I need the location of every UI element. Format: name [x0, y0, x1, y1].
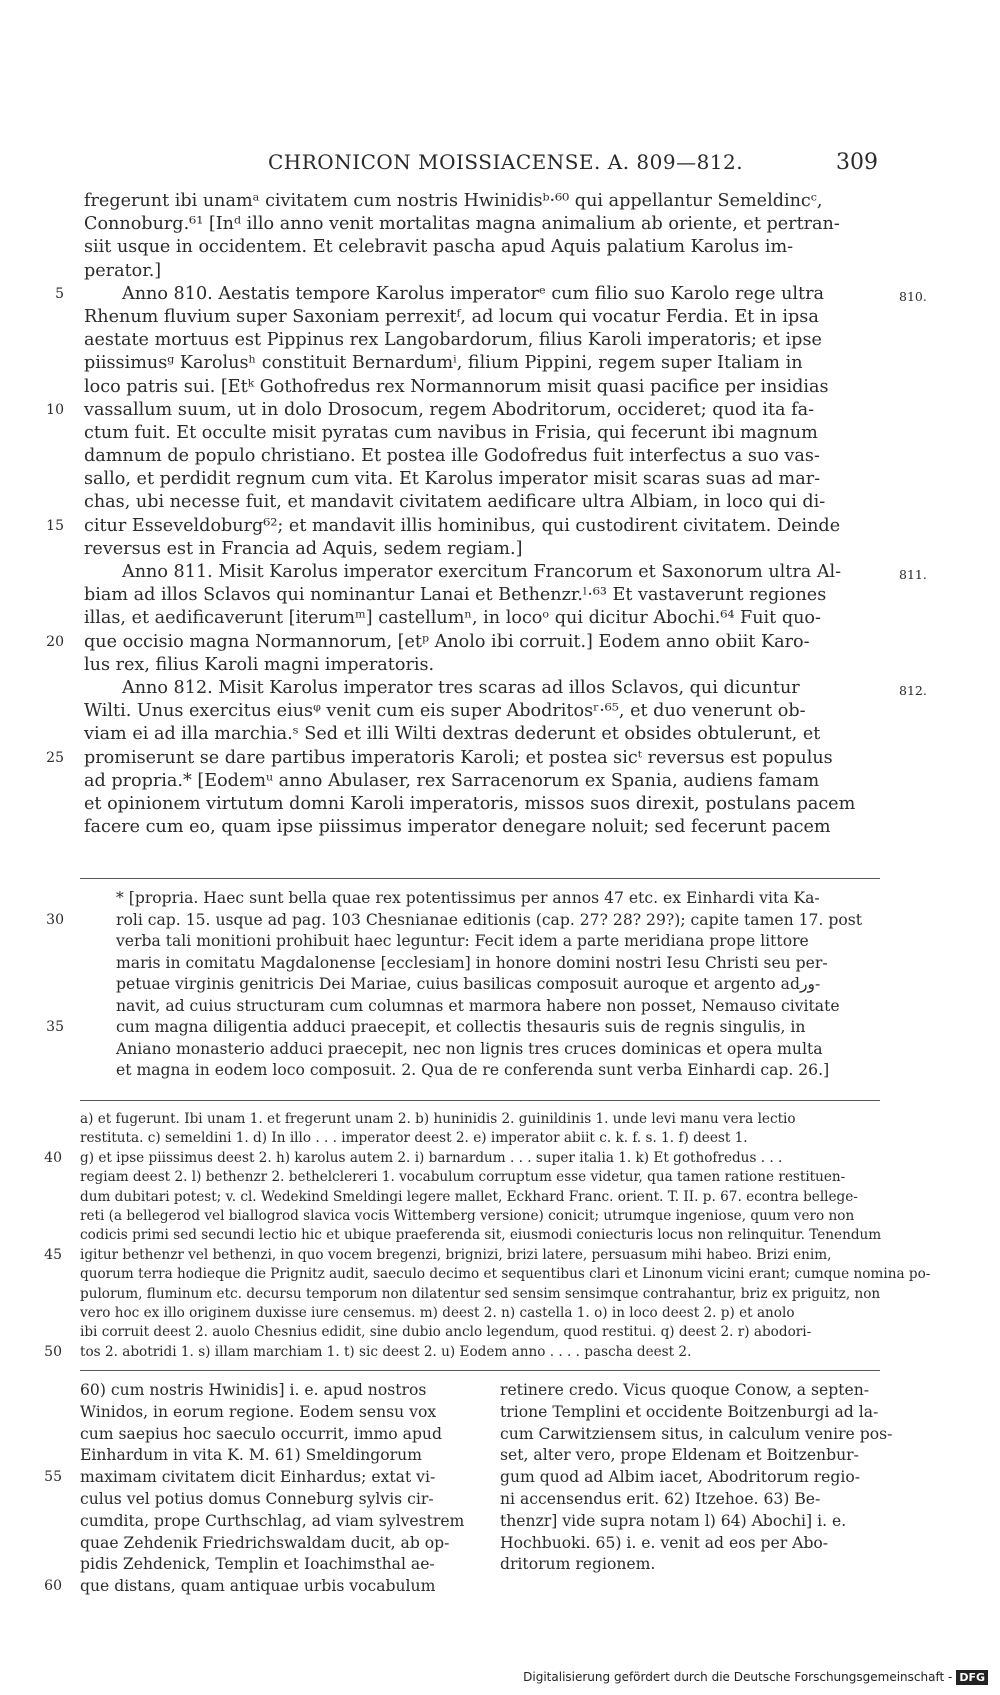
text-line — [84, 561, 927, 584]
line-text: quae Zehdenik Friedrichswaldam ducit, ab op- — [80, 1533, 450, 1552]
line-text: a) et fugerunt. Ibi unam 1. et fregerunt unam 2. b) huninidis 2. guinildinis 1. unde levi manu vera lectio — [80, 1111, 796, 1127]
text-line — [116, 931, 882, 953]
line-text: navit, ad cuius structuram cum columnas et marmora habere non posset, Nemauso civitate — [116, 996, 840, 1015]
page-header — [78, 150, 878, 180]
line-text: tos 2. abotridi 1. s) illam marchiam 1. t) sic deest 2. u) Eodem anno . . . . pascha deest 2. — [80, 1343, 692, 1360]
commentary-left-column — [44, 1380, 470, 1598]
year-margin-note: 812. — [899, 682, 927, 698]
text-line — [84, 260, 884, 283]
line-number: 35 — [46, 1019, 64, 1035]
line-number: 10 — [46, 401, 64, 418]
line-text: Winidos, in eorum regione. Eodem sensu vox — [80, 1402, 437, 1421]
line-text: damnum de populo christiano. Et postea ille Godofredus fuit interfectus a suo vas- — [84, 446, 820, 467]
text-line — [44, 1343, 880, 1362]
line-text: dum dubitari potest; v. cl. Wedekind Smeldingi legere mallet, Eckhard Franc. orient. T. II. p. 67. econtra bellege- — [80, 1188, 858, 1205]
text-line — [84, 236, 884, 259]
line-text: 60) cum nostris Hwinidis] i. e. apud nostros — [80, 1381, 427, 1399]
line-text: loco patris sui. [Etᵏ Gothofredus rex Normannorum misit quasi pacifice per insidias — [84, 376, 829, 397]
commentary-right-column — [500, 1380, 893, 1576]
divider — [80, 878, 880, 879]
text-line — [84, 306, 884, 329]
text-line — [116, 1039, 882, 1061]
line-text: fregerunt ibi unamᵃ civitatem cum nostris Hwinidisᵇ·⁶⁰ qui appellantur Semeldincᶜ, — [84, 191, 823, 211]
line-text: chas, ubi necesse fuit, et mandavit civitatem aedificare ultra Albiam, in loco qui di- — [84, 492, 826, 513]
text-line — [84, 491, 884, 514]
text-line — [84, 422, 884, 445]
line-number: 45 — [44, 1246, 62, 1263]
text-line — [80, 1188, 880, 1207]
line-text: Hochbuoki. 65) i. e. venit ad eos per Abo- — [500, 1533, 829, 1552]
line-text: codicis primi sed secundi lectio hic et ubique praeferenda sit, eiusmodi coniecturis locus non relinquitur. Tenendum — [80, 1227, 882, 1244]
text-line — [44, 1576, 470, 1598]
line-text: cum magna diligentia adduci praecepit, et collectis thesauris suis de regnis singulis, in — [116, 1018, 806, 1036]
line-text: culus vel potius domus Conneburg sylvis cir- — [80, 1489, 434, 1508]
line-text: g) et ipse piissimus deest 2. h) karolus autem 2. i) barnardum . . . super italia 1. k) Et gothofredus . . . — [80, 1149, 783, 1166]
text-line — [116, 888, 882, 910]
text-line — [500, 1554, 890, 1576]
line-text: citur Esseveldoburg⁶²; et mandavit illis hominibus, qui custodirent civitatem. Deinde — [84, 515, 841, 536]
line-text: trione Templini et occidente Boitzenburgi ad la- — [500, 1402, 879, 1421]
text-line — [84, 770, 884, 793]
line-text: cumdita, prope Curthschlag, ad viam sylvestrem — [80, 1511, 465, 1530]
line-text: sallo, et perdidit regnum cum vita. Et Karolus imperator misit scaras suas ad mar- — [84, 469, 821, 490]
text-line — [116, 1060, 882, 1082]
line-text: restituta. c) semeldini 1. d) In illo . . . imperator deest 2. e) imperator abiit c. k. f. s. 1. f) deest 1. — [80, 1130, 748, 1147]
text-line — [80, 1554, 470, 1576]
text-line — [46, 515, 884, 538]
line-number: 55 — [44, 1469, 62, 1486]
year-margin-note: 811. — [899, 567, 927, 582]
text-line — [80, 1380, 470, 1402]
line-text: roli cap. 15. usque ad pag. 103 Chesnianae editionis (cap. 27? 28? 29?); capite tamen 17. post — [116, 910, 862, 929]
text-line — [84, 723, 884, 746]
text-line — [46, 747, 884, 770]
line-text: vassallum suum, ut in dolo Drosocum, regem Abodritorum, occideret; quod ita fa- — [84, 399, 815, 420]
text-line — [116, 953, 882, 975]
line-text: Einhardum in vita K. M. 61) Smeldingorum — [80, 1446, 422, 1465]
text-line — [84, 329, 884, 352]
line-text: * [propria. Haec sunt bella quae rex potentissimus per annos 47 etc. ex Einhardi vita Ka- — [116, 889, 820, 907]
text-line — [84, 376, 884, 399]
text-line — [500, 1402, 890, 1424]
line-number: 30 — [46, 911, 64, 928]
line-text: gum quod ad Albim iacet, Abodritorum regio- — [500, 1468, 861, 1487]
text-line — [116, 974, 882, 996]
text-line — [84, 468, 884, 491]
line-text: viam ei ad illa marchia.ˢ Sed et illi Wilti dextras dederunt et obsides obtulerunt, et — [84, 724, 821, 745]
text-line — [84, 700, 884, 723]
line-text: Anno 810. Aestatis tempore Karolus imperatorᵉ cum filio suo Karolo rege ultra — [122, 283, 824, 304]
text-line — [46, 1017, 882, 1039]
text-line — [46, 399, 884, 422]
line-text: quorum terra hodieque die Prignitz audit, saeculo decimo et sequentibus clari et Linonum vicini erant; cumque nomina po- — [80, 1266, 931, 1283]
text-line — [84, 793, 884, 816]
text-line — [44, 1149, 880, 1168]
line-text: regiam deest 2. l) bethenzr 2. bethelclereri 1. vocabulum corruptum esse videtur, qua tamen ratione restituen- — [80, 1169, 846, 1186]
text-line — [500, 1424, 893, 1446]
line-text: siit usque in occidentem. Et celebravit pascha apud Aquis palatium Karolus im- — [84, 237, 794, 258]
line-text: maximam civitatem dicit Einhardus; extat vi- — [80, 1468, 436, 1487]
line-text: piissimusᵍ Karolusʰ constituit Bernardumⁱ, filium Pippini, regem super Italiam in — [84, 353, 803, 374]
text-line — [500, 1511, 890, 1533]
line-text: retinere credo. Vicus quoque Conow, a septen- — [500, 1381, 870, 1399]
text-line — [80, 1207, 880, 1226]
text-line — [55, 283, 927, 306]
line-text: ctum fuit. Et occulte misit pyratas cum navibus in Frisia, qui fecerunt ibi magnum — [84, 422, 818, 443]
text-line — [84, 607, 884, 630]
text-line — [44, 1246, 880, 1265]
line-text: igitur bethenzr vel bethenzi, in quo vocem bregenzi, brignizi, brizi latere, persuasum mihi habeo. Brizi enim, — [80, 1246, 832, 1263]
line-text: ni accensendus erit. 62) Itzehoe. 63) Be- — [500, 1489, 821, 1508]
text-line — [500, 1489, 890, 1511]
line-text: vero hoc ex illo originem duxisse iure censemus. m) deest 2. n) castella 1. o) in loco deest 2. p) et anolo — [80, 1304, 795, 1321]
line-text: pidis Zehdenick, Templin et Ioachimsthal ae- — [80, 1555, 435, 1574]
line-number: 60 — [44, 1578, 62, 1595]
line-text: illas, et aedificaverunt [iterumᵐ] castellumⁿ, in locoᵒ qui dicitur Abochi.⁶⁴ Fuit quo- — [84, 608, 821, 629]
line-text: pulorum, fluminum etc. decursu temporum non dilatentur sed sensim sensimque contrahantur, briz ex priguitz, non — [80, 1285, 881, 1302]
line-text: reversus est in Francia ad Aquis, sedem regiam.] — [84, 538, 523, 559]
line-text: verba tali monitioni prohibuit haec leguntur: Fecit idem a parte meridiana prope littore — [116, 932, 809, 950]
text-line — [84, 352, 884, 375]
line-number: 25 — [46, 749, 64, 766]
main-text — [46, 190, 927, 839]
line-text: promiserunt se dare partibus imperatoris Karoli; et postea sicᵗ reversus est populus — [84, 747, 833, 768]
text-line — [80, 1489, 470, 1511]
line-text: ibi corruit deest 2. auolo Chesnius edidit, sine dubio anclo legendum, quod restitui. q) deest 2. r) abodori- — [80, 1324, 812, 1341]
text-line — [46, 631, 884, 654]
line-text: Rhenum fluvium super Saxoniam perrexitᶠ, ad locum qui vocatur Ferdia. Et in ipsa — [84, 306, 819, 327]
line-text: biam ad illos Sclavos qui nominantur Lanai et Bethenzr.ˡ·⁶³ Et vastaverunt regiones — [84, 585, 827, 606]
line-text: et magna in eodem loco composuit. 2. Qua de re conferenda sunt verba Einhardi cap. 26.] — [116, 1061, 830, 1079]
text-line — [116, 996, 882, 1018]
line-text: Anno 812. Misit Karolus imperator tres scaras ad illos Sclavos, qui dicuntur — [122, 677, 800, 698]
line-number: 40 — [44, 1149, 62, 1166]
text-line — [80, 1533, 470, 1555]
text-line — [80, 1110, 880, 1129]
dfg-logo: DFG — [956, 1670, 988, 1685]
line-number: 15 — [46, 517, 64, 534]
critical-apparatus — [44, 1110, 931, 1362]
line-text: Anno 811. Misit Karolus imperator exercitum Francorum et Saxonorum ultra Al- — [122, 562, 842, 582]
divider — [80, 1100, 880, 1101]
line-number: 50 — [44, 1343, 62, 1360]
line-text: que distans, quam antiquae urbis vocabulum — [80, 1577, 436, 1596]
text-line — [80, 1129, 880, 1148]
line-text: Connoburg.⁶¹ [Inᵈ illo anno venit mortalitas magna animalium ab oriente, et pertran- — [84, 214, 840, 235]
line-text: cum Carwitziensem situs, in calculum venire pos- — [500, 1424, 893, 1443]
text-line — [84, 584, 884, 607]
line-text: reti (a bellegerod vel biallogrod slavica vocis Wittemberg versione) conicit; utrumque ingeniose, quum vero non — [80, 1207, 855, 1224]
text-line — [84, 816, 884, 839]
text-line — [80, 1511, 470, 1533]
line-text: aestate mortuus est Pippinus rex Langobardorum, filius Karoli imperatoris; et ipse — [84, 330, 822, 351]
line-text: set, alter vero, prope Eldenam et Boitzenbur- — [500, 1446, 859, 1465]
text-line — [44, 1467, 470, 1489]
text-line — [500, 1380, 890, 1402]
line-text: perator.] — [84, 260, 162, 281]
footer — [523, 1670, 988, 1685]
line-text: petuae virginis genitricis Dei Mariae, cuius basilicas composuit auroque et argento adور- — [116, 975, 821, 993]
text-line — [80, 1168, 880, 1187]
text-line — [84, 445, 884, 468]
line-number: 5 — [55, 285, 64, 302]
line-text: Wilti. Unus exercitus eiusᵠ venit cum eis super Abodritosʳ·⁶⁵, et duo venerunt ob- — [84, 701, 806, 722]
text-line — [46, 910, 882, 932]
line-text: ad propria.* [Eodemᵘ anno Abulaser, rex Sarracenorum ex Spania, audiens famam — [84, 770, 820, 791]
year-margin-note: 810. — [899, 288, 927, 304]
line-number: 20 — [46, 633, 64, 650]
text-line — [84, 654, 884, 677]
page-number: 309 — [836, 150, 878, 175]
divider — [80, 1370, 880, 1371]
text-line — [84, 213, 884, 236]
text-line — [80, 1445, 470, 1467]
text-line — [500, 1467, 890, 1489]
line-text: thenzr] vide supra notam l) 64) Abochi] i. e. — [500, 1511, 847, 1530]
text-line — [80, 1402, 470, 1424]
text-line — [80, 1304, 880, 1323]
footnote-star — [46, 888, 882, 1082]
text-line — [84, 190, 884, 213]
line-text: Aniano monasterio adduci praecepit, nec non lignis tres cruces dominicas et opera multa — [116, 1039, 823, 1058]
text-line — [500, 1445, 890, 1467]
text-line — [500, 1533, 890, 1555]
line-text: et opinionem virtutum domni Karoli imperatoris, missos suos direxit, postulans pacem — [84, 793, 856, 814]
line-text: cum saepius hoc saeculo occurrit, immo apud — [80, 1424, 442, 1443]
footer-text: Digitalisierung gefördert durch die Deutsche Forschungsgemeinschaft - — [523, 1670, 953, 1684]
text-line — [80, 1424, 470, 1446]
text-line — [84, 538, 884, 561]
running-title: CHRONICON MOISSIACENSE. A. 809—812. — [268, 150, 744, 174]
line-text: lus rex, filius Karoli magni imperatoris. — [84, 654, 435, 675]
line-text: maris in comitatu Magdalonense [ecclesiam] in honore domini nostri Iesu Christi seu per- — [116, 953, 828, 972]
text-line — [80, 1323, 880, 1342]
text-line — [80, 1285, 880, 1304]
line-text: dritorum regionem. — [500, 1555, 656, 1574]
text-line — [80, 1265, 931, 1284]
line-text: facere cum eo, quam ipse piissimus imperator denegare noluit; sed fecerunt pacem — [84, 817, 831, 838]
line-text: que occisio magna Normannorum, [etᵖ Anolo ibi corruit.] Eodem anno obiit Karo- — [84, 631, 810, 652]
text-line — [84, 677, 927, 700]
text-line — [80, 1226, 880, 1245]
